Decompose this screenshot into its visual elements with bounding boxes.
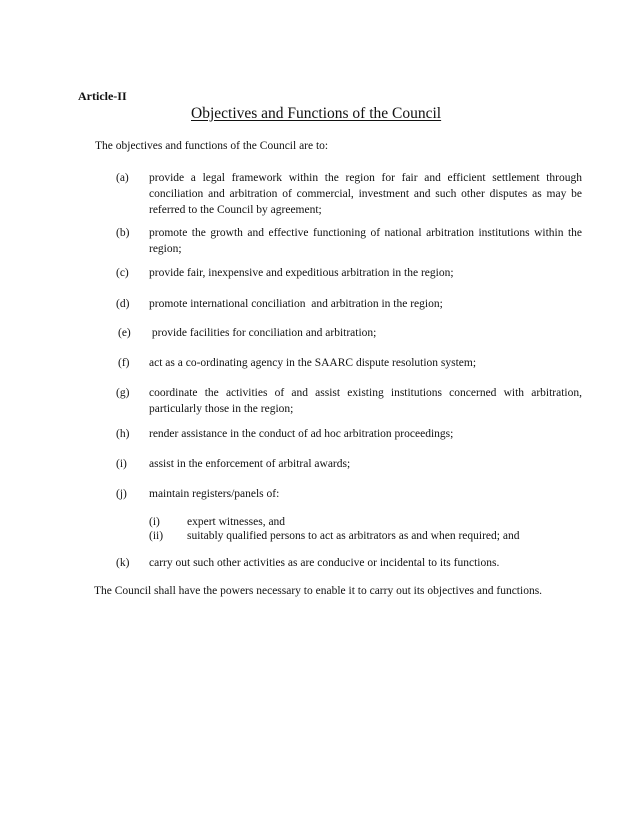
article-label: Article-II bbox=[78, 89, 127, 103]
item-label: (i) bbox=[116, 458, 127, 470]
list-item-g bbox=[116, 385, 582, 417]
item-label: (k) bbox=[116, 557, 130, 569]
item-label: (b) bbox=[116, 227, 130, 239]
list-item-a bbox=[116, 170, 582, 218]
page-title: Objectives and Functions of the Council bbox=[191, 105, 442, 122]
item-label: (j) bbox=[116, 488, 127, 500]
sub-item-label: (ii) bbox=[149, 530, 164, 542]
item-label: (g) bbox=[116, 387, 130, 399]
sub-item-text: expert witnesses, and bbox=[187, 516, 286, 528]
item-text: provide a legal framework within the region for fair and efficient settlement through conciliation and arbitration of commercial, investment and such other disputes as may be referred to the Council by agreement; bbox=[149, 172, 582, 216]
sub-item-text: suitably qualified persons to act as arbitrators as and when required; and bbox=[187, 530, 520, 542]
item-text: promote international conciliation and arbitration in the region; bbox=[149, 298, 443, 310]
item-label: (c) bbox=[116, 267, 129, 279]
item-text: coordinate the activities of and assist existing institutions concerned with arbitration, particularly those in the region; bbox=[149, 387, 582, 415]
item-text: maintain registers/panels of: bbox=[149, 488, 280, 500]
list-item-i bbox=[116, 456, 582, 472]
list-item-k bbox=[116, 555, 582, 571]
list-item-h bbox=[116, 426, 582, 442]
list-item-c bbox=[116, 265, 582, 281]
item-label: (f) bbox=[118, 357, 130, 369]
item-text: act as a co-ordinating agency in the SAARC dispute resolution system; bbox=[149, 357, 477, 369]
item-text: assist in the enforcement of arbitral awards; bbox=[149, 458, 351, 470]
list-item-f bbox=[116, 355, 582, 371]
closing-paragraph: The Council shall have the powers necessary to enable it to carry out its objectives and functions. bbox=[94, 585, 543, 597]
list-item-b bbox=[116, 225, 582, 257]
item-text: carry out such other activities as are conducive or incidental to its functions. bbox=[149, 557, 500, 569]
list-item-j bbox=[116, 486, 582, 502]
item-label: (d) bbox=[116, 298, 130, 310]
item-text: promote the growth and effective functioning of national arbitration institutions within the region; bbox=[149, 227, 582, 255]
item-label: (h) bbox=[116, 428, 130, 440]
item-text: provide facilities for conciliation and arbitration; bbox=[149, 327, 377, 339]
intro-paragraph: The objectives and functions of the Council are to: bbox=[95, 140, 329, 152]
list-item-d bbox=[116, 296, 582, 312]
item-label: (a) bbox=[116, 172, 129, 184]
item-text: render assistance in the conduct of ad hoc arbitration proceedings; bbox=[149, 428, 454, 440]
sub-item-label: (i) bbox=[149, 516, 160, 528]
item-label: (e) bbox=[118, 327, 131, 339]
item-text: provide fair, inexpensive and expeditious arbitration in the region; bbox=[149, 267, 454, 279]
sub-item-ii bbox=[149, 528, 582, 544]
list-item-e bbox=[116, 325, 582, 341]
